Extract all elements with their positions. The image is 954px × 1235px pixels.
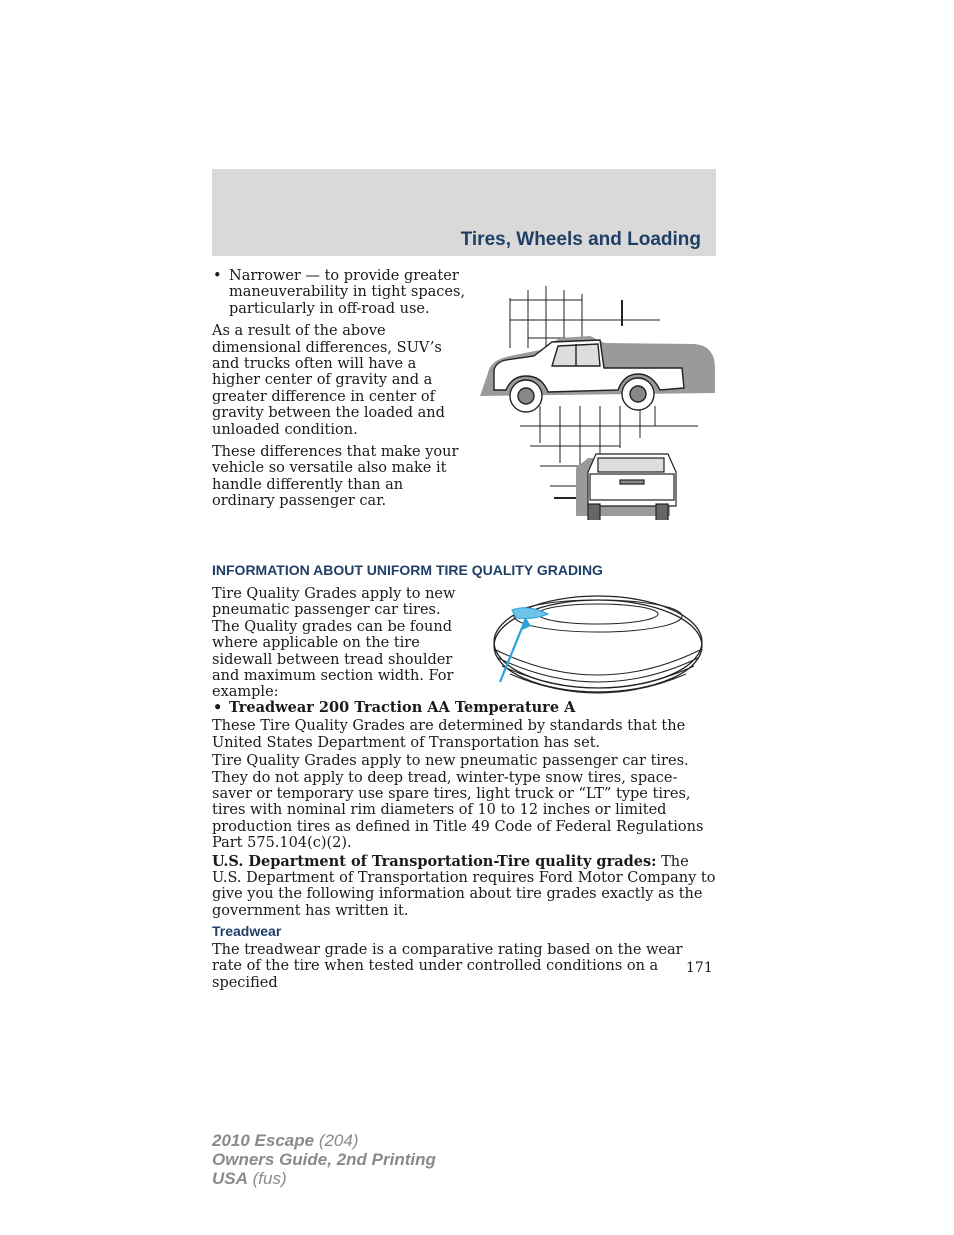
paragraph-center-of-gravity: As a result of the above dimensional differences, SUV’s and trucks often will have a higher center of gravity and a greater difference in center of gravity between the loaded and unloaded condition. <box>212 323 445 438</box>
footer-model: 2010 Escape <box>212 1131 315 1150</box>
treadwear-heading: Treadwear <box>212 923 282 940</box>
footer-market-code: (fus) <box>247 1169 287 1188</box>
page-title: Tires, Wheels and Loading <box>460 229 701 250</box>
footer-market: USA <box>212 1169 248 1188</box>
intro-text-column <box>212 268 467 516</box>
dot-body-text: The U.S. Department of Transportation requires Ford Motor Company to give you the following information about tire grades exactly as the government has written it. <box>212 853 716 919</box>
paragraph-dot-tire-quality-grades <box>212 854 716 920</box>
footer-model-code: (204) <box>314 1131 359 1150</box>
dot-lead-text: U.S. Department of Transportation-Tire quality grades: <box>212 852 657 870</box>
bullet-narrower: • Narrower — to provide greater maneuverability in tight spaces, particularly in off-road use. <box>212 268 467 317</box>
document-footer <box>212 1131 436 1188</box>
section-heading-utqg: INFORMATION ABOUT UNIFORM TIRE QUALITY GRADING <box>212 562 603 578</box>
paragraph-tqg-exclusions: Tire Quality Grades apply to new pneumatic passenger car tires. They do not apply to deep tread, winter-type snow tires, space-saver or temporary use spare tires, light truck or “LT” type tires, tires with nominal rim diameters of 10 to 12 inches or limited production tires as defined in Title 49 Code of Federal Regulations Part 575.104(c)(2). <box>212 753 704 852</box>
page-number: 171 <box>686 960 713 976</box>
header-band <box>212 169 716 256</box>
footer-market-line <box>212 1169 436 1188</box>
bullet-grade-example: • Treadwear 200 Traction AA Temperature A <box>212 700 716 716</box>
paragraph-tqg-apply: Tire Quality Grades apply to new pneumatic passenger car tires. The Quality grades can be found where applicable on the tire sidewall between tread shoulder and maximum section width. For example: <box>212 586 456 701</box>
utqg-intro-column <box>212 586 462 707</box>
paragraph-dot-standards: These Tire Quality Grades are determined by standards that the United States Department of Transportation has set. <box>212 718 686 751</box>
paragraph-treadwear: The treadwear grade is a comparative rating based on the wear rate of the tire when tested under controlled conditions on a specified <box>212 941 683 991</box>
footer-guide-line: Owners Guide, 2nd Printing <box>212 1150 436 1169</box>
utqg-body <box>212 700 716 997</box>
paragraph-handling-differences: These differences that make your vehicle so versatile also make it handle differently than an ordinary passenger car. <box>212 444 459 510</box>
truck-center-of-gravity-illustration <box>470 278 720 520</box>
footer-model-line <box>212 1131 436 1150</box>
tire-sidewall-illustration <box>488 588 706 698</box>
